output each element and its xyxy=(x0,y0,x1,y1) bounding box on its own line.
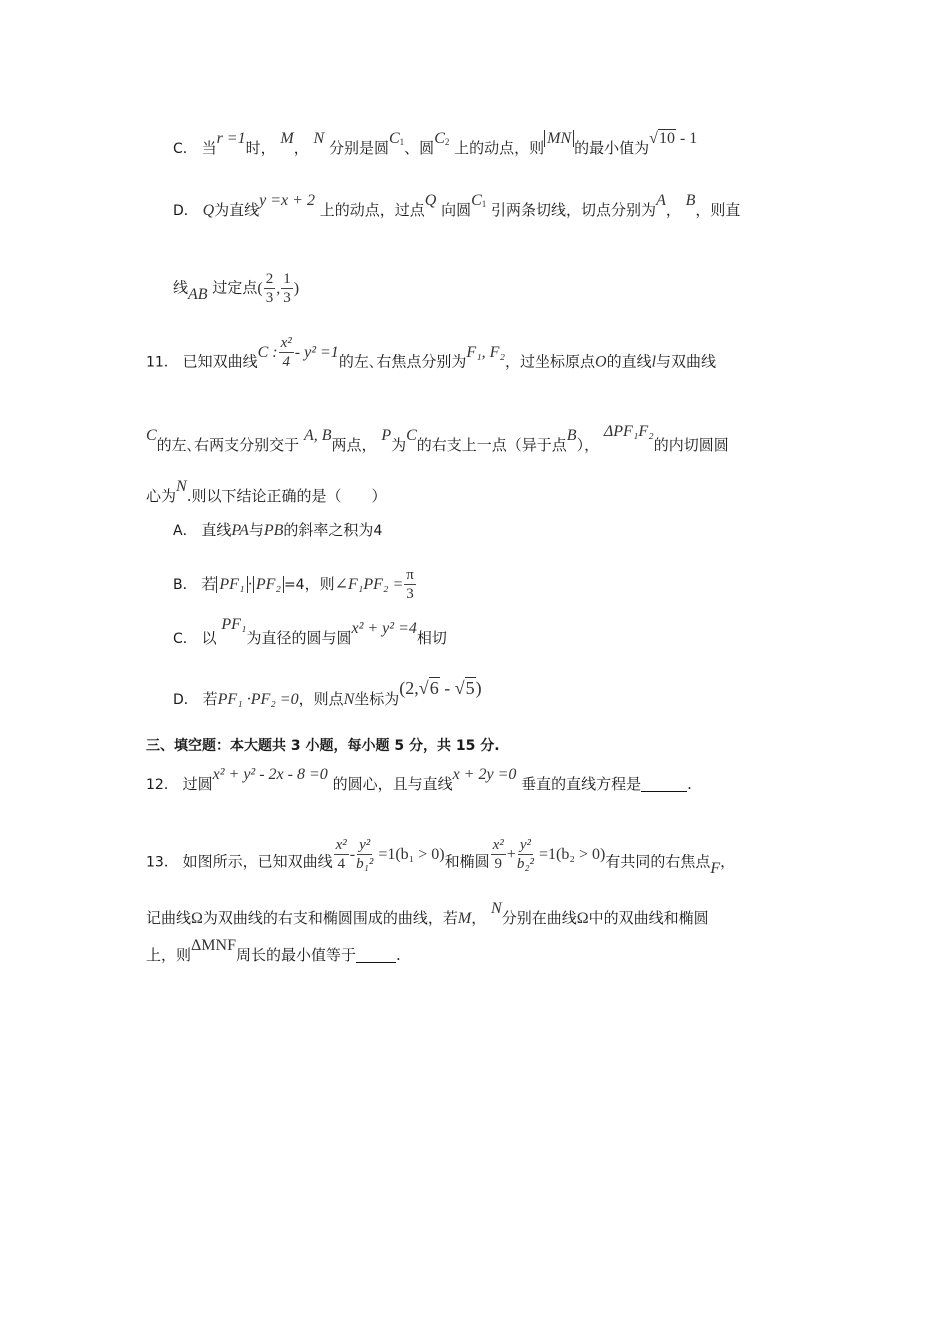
math-foci: F₁, F₂ xyxy=(466,343,505,361)
math-ab: A, B xyxy=(303,427,332,444)
answer-blank[interactable] xyxy=(356,962,396,963)
text: ，过坐标原点 xyxy=(505,352,596,371)
math-c1: $C_1$ xyxy=(389,130,405,147)
text: 如图所示，已知双曲线 xyxy=(182,852,333,871)
text: 有共同的右焦点 xyxy=(605,852,711,871)
text: 与双曲线 xyxy=(656,352,717,371)
text: 坐标为 xyxy=(354,690,400,708)
text: 分别是圆 xyxy=(328,139,389,157)
math-omega: Ω xyxy=(576,910,589,927)
math-p: P xyxy=(381,427,392,444)
q13-line1 xyxy=(146,837,736,880)
text: 当 xyxy=(201,139,217,157)
text: 记曲线 xyxy=(146,909,192,927)
q13-line3 xyxy=(146,937,401,966)
text: 和椭圆 xyxy=(444,852,490,871)
q10-option-d-cont xyxy=(173,272,299,306)
math-n: N xyxy=(176,478,187,495)
option-label: B． xyxy=(173,577,197,593)
text: 引两条切线，切点分别为 xyxy=(491,201,657,219)
math-circle-eq: x² + y² - 2x - 8 =0 xyxy=(212,766,328,783)
math-eq-4: =4 xyxy=(283,577,305,593)
math-angle: ∠F₁PF₂ = xyxy=(334,576,404,593)
math-n: N xyxy=(343,691,355,708)
text: 过定点 xyxy=(212,278,258,297)
text: 的最小值为 xyxy=(574,139,650,157)
option-label: D． xyxy=(173,692,198,708)
math-pa: PA xyxy=(231,522,249,539)
math-hyperbola-eq: $\frac{\text{x²}}{4}$ - $\frac{\text{y²}}{\text{b₁²}}$ =1(b₁ > 0) xyxy=(335,837,445,872)
text: 心为 xyxy=(146,487,177,505)
math-b: B xyxy=(685,192,696,209)
q11-option-a xyxy=(173,520,382,541)
math-triangle-pf1f2: ΔPF₁F₂ xyxy=(603,423,654,440)
text: 若 xyxy=(201,575,217,593)
math-omega: Ω xyxy=(191,910,203,927)
math-line-eq: x + 2y =0 xyxy=(452,766,517,783)
option-label: C． xyxy=(173,631,197,647)
text: 为双曲线的右支和椭圆围成的曲线，若 xyxy=(202,909,458,927)
text: 与 xyxy=(248,521,264,539)
q11-option-c xyxy=(173,616,447,649)
text: 以 xyxy=(201,629,217,647)
text: 的圆心，且与直线 xyxy=(332,775,453,793)
math-triangle-mnf: ΔMNF xyxy=(191,937,236,954)
text: . xyxy=(687,775,692,793)
math-dot: · xyxy=(247,576,253,593)
text: 为直径的圆与圆 xyxy=(246,629,352,647)
math-sqrt10-minus-1: √10 - 1 xyxy=(649,130,698,147)
value: 4 xyxy=(373,523,383,539)
text: .则以下结论正确的是（ ） xyxy=(186,487,387,505)
text: 上，则 xyxy=(146,946,192,964)
math-ab: AB xyxy=(188,285,208,303)
text: 若 xyxy=(202,690,218,708)
math-b: B xyxy=(566,427,577,444)
math-circle-eq: x² + y² =4 xyxy=(351,620,417,637)
q11-stem-line2 xyxy=(146,423,729,456)
text: 已知双曲线 xyxy=(182,352,258,371)
math-m: M xyxy=(457,910,472,927)
text: 上的动点，则 xyxy=(454,139,545,157)
text: 的左､右焦点分别为 xyxy=(338,352,467,371)
q11-option-d xyxy=(173,678,482,710)
math-r-eq-1: r =1 xyxy=(216,130,246,147)
math-q: Q xyxy=(202,202,215,219)
question-number: 11． xyxy=(146,354,178,371)
option-label: D． xyxy=(173,203,198,219)
math-n-coords: (2,√6 - √5) xyxy=(399,678,482,698)
math-m: M xyxy=(280,130,294,147)
q11-option-b xyxy=(173,568,417,602)
q13-line2 xyxy=(146,900,709,929)
math-pb: PB xyxy=(263,522,284,539)
math-pf1: PF₁ xyxy=(221,616,247,633)
math-n: N xyxy=(313,130,325,147)
question-number: 12． xyxy=(146,777,178,793)
text: 的直线 xyxy=(606,352,652,371)
text: 过圆 xyxy=(182,775,213,793)
text: ，则点 xyxy=(298,690,344,708)
section-heading: 三、填空题：本大题共 3 小题，每小题 5 分，共 15 分. xyxy=(146,738,500,754)
text: 向圆 xyxy=(441,201,472,219)
text: ， xyxy=(665,201,681,219)
math-a: A xyxy=(656,192,666,209)
q11-stem-line3 xyxy=(146,478,387,507)
text: 的右支上一点（异于点 xyxy=(416,436,567,454)
math-c: C xyxy=(146,427,157,444)
text: 中的双曲线和椭圆 xyxy=(588,909,709,927)
question-number: 13． xyxy=(146,854,178,871)
text: 、圆 xyxy=(404,139,435,157)
math-f: F xyxy=(710,859,721,877)
text: 的斜率之积为 xyxy=(283,521,374,539)
math-fixed-point: ( $\frac{2}{3}$ , $\frac{1}{3}$ ) xyxy=(257,271,300,306)
q11-stem-line1 xyxy=(146,335,717,380)
math-o: O xyxy=(595,353,607,371)
text: 上的动点，过点 xyxy=(319,201,425,219)
text: 为直线 xyxy=(214,201,260,219)
math-abs-pf2: PF₂ xyxy=(253,576,284,593)
text: 的左､右两支分别交于 xyxy=(156,436,300,454)
q10-option-c xyxy=(173,130,698,162)
text: 周长的最小值等于 xyxy=(235,946,356,964)
text: ，则直 xyxy=(695,201,741,219)
text: ， xyxy=(471,909,487,927)
text: 相切 xyxy=(416,629,447,647)
math-n: N xyxy=(491,900,502,917)
math-abs-mn: MN xyxy=(544,130,574,147)
text: 两点， xyxy=(331,436,377,454)
math-abs-pf1: PF₁ xyxy=(216,576,247,593)
math-ellipse-eq: $\frac{\text{x²}}{9}$ + $\frac{\text{y²}}{\text{b₂²}}$ =1(b₂ > 0) xyxy=(492,837,606,872)
math-q: Q xyxy=(424,192,437,209)
text: ，则 xyxy=(304,575,335,593)
q10-option-d xyxy=(173,192,741,224)
math-dot-product: PF₁ ·PF₂ =0 xyxy=(217,691,299,708)
math-line-eq: y =x + 2 xyxy=(259,192,315,209)
math-c2: $C_2$ xyxy=(434,130,450,147)
math-pi-over-3: $\frac{\pi}{3}$ xyxy=(406,567,414,602)
text: 的内切圆圆 xyxy=(653,436,729,454)
math-c: C xyxy=(406,427,417,444)
option-label: C． xyxy=(173,141,197,157)
q12 xyxy=(146,766,692,795)
text: ， xyxy=(293,139,309,157)
text: 时， xyxy=(245,139,276,157)
text: ， xyxy=(720,852,736,871)
text: ）， xyxy=(576,436,600,454)
text: 分别在曲线 xyxy=(501,909,577,927)
option-label: A． xyxy=(173,523,197,539)
math-c1: $C_1$ xyxy=(471,192,487,209)
math-l: l xyxy=(651,353,657,371)
math-hyperbola-eq: C : $\frac{\text{x²}}{4}$ - y² =1 xyxy=(257,335,339,370)
text: 为 xyxy=(391,436,407,454)
answer-blank[interactable] xyxy=(641,791,687,792)
text: 线 xyxy=(173,278,189,297)
text: . xyxy=(396,946,401,964)
text: 垂直的直线方程是 xyxy=(521,775,642,793)
text: 直线 xyxy=(201,521,232,539)
